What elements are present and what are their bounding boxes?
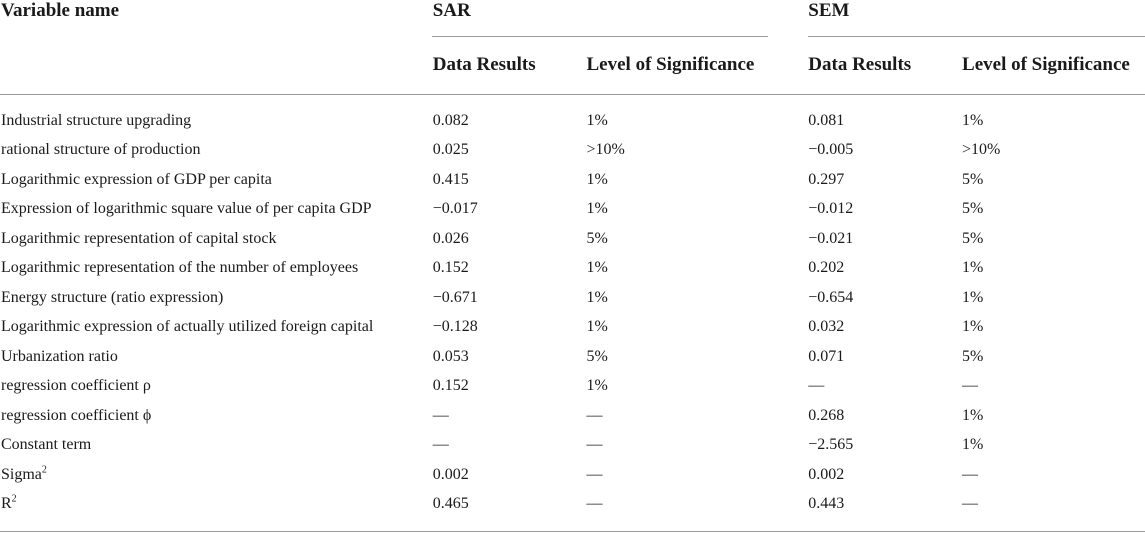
row-sar-significance: 1% xyxy=(586,377,608,395)
row-sar-significance: — xyxy=(586,406,603,424)
row-sem-significance: 1% xyxy=(962,406,984,424)
row-sar-data-result: 0.053 xyxy=(432,347,469,365)
table-bottom-rule xyxy=(0,531,1145,532)
row-sem-significance: — xyxy=(962,465,979,483)
table-row xyxy=(0,94,1145,136)
row-sar-significance: — xyxy=(586,495,603,513)
row-sar-data-result: −0.671 xyxy=(432,288,478,306)
row-sar-significance: 1% xyxy=(586,288,608,306)
row-variable-name: Expression of logarithmic square value of per capita GDP xyxy=(1,200,372,218)
table-row xyxy=(0,431,1145,461)
row-sar-data-result: 0.026 xyxy=(432,229,469,247)
row-variable-name: regression coefficient ϕ xyxy=(1,406,152,424)
row-sar-significance: 1% xyxy=(586,200,608,218)
header-row-groups xyxy=(0,0,1145,36)
row-sar-data-result: 0.415 xyxy=(432,170,469,188)
row-variable-name: Logarithmic representation of the number of employees xyxy=(1,259,359,277)
row-variable-name: Logarithmic expression of actually utilized foreign capital xyxy=(1,318,374,336)
row-sem-data-result: 0.032 xyxy=(808,318,845,336)
row-sem-significance: 5% xyxy=(962,229,984,247)
header-sar-data-results: Data Results xyxy=(432,54,536,75)
row-sem-data-result: — xyxy=(808,377,825,395)
row-sem-significance: 1% xyxy=(962,436,984,454)
row-sem-data-result: −0.021 xyxy=(808,229,854,247)
row-sar-data-result: 0.465 xyxy=(432,495,469,513)
row-sar-significance: 1% xyxy=(586,318,608,336)
row-sem-data-result: 0.002 xyxy=(808,465,845,483)
row-variable-name: Energy structure (ratio expression) xyxy=(1,288,224,306)
row-sem-significance: 5% xyxy=(962,170,984,188)
row-sem-data-result: 0.297 xyxy=(808,170,845,188)
row-sem-significance: — xyxy=(962,377,979,395)
table-row xyxy=(0,460,1145,490)
table-row xyxy=(0,490,1145,520)
row-sem-significance: — xyxy=(962,495,979,513)
row-variable-name: rational structure of production xyxy=(1,141,201,159)
row-sar-data-result: 0.025 xyxy=(432,141,469,159)
row-sem-data-result: 0.081 xyxy=(808,111,845,129)
table-row xyxy=(0,254,1145,284)
row-sar-data-result: 0.152 xyxy=(432,377,469,395)
row-sem-data-result: −0.654 xyxy=(808,288,854,306)
row-sar-data-result: 0.002 xyxy=(432,465,469,483)
table-row xyxy=(0,372,1145,402)
row-sar-significance: — xyxy=(586,465,603,483)
row-variable-name: Sigma$^2$ xyxy=(1,464,47,483)
header-empty xyxy=(0,36,433,94)
table-row xyxy=(0,342,1145,372)
row-variable-name: Logarithmic representation of capital stock xyxy=(1,229,277,247)
row-sem-data-result: 0.443 xyxy=(808,495,845,513)
row-sar-significance: 1% xyxy=(586,259,608,277)
row-sem-significance: >10% xyxy=(962,141,1001,159)
row-sem-significance: 1% xyxy=(962,288,984,306)
row-sar-data-result: −0.128 xyxy=(432,318,478,336)
header-sem-data-results: Data Results xyxy=(808,54,912,75)
row-sar-significance: 1% xyxy=(586,170,608,188)
superscript: 2 xyxy=(11,493,17,505)
row-variable-name: Logarithmic expression of GDP per capita xyxy=(1,170,272,188)
table-row xyxy=(0,401,1145,431)
row-sar-significance: 1% xyxy=(586,111,608,129)
row-variable-name: regression coefficient ρ xyxy=(1,377,151,395)
row-sem-data-result: 0.071 xyxy=(808,347,845,365)
table-row xyxy=(0,224,1145,254)
header-group-sar: SAR xyxy=(432,0,471,21)
table-row xyxy=(0,136,1145,166)
superscript: 2 xyxy=(41,464,47,476)
header-sem-significance: Level of Significance xyxy=(962,54,1130,75)
row-sem-data-result: −0.012 xyxy=(808,200,854,218)
row-variable-name: $R^2$ xyxy=(1,493,17,513)
row-sar-significance: >10% xyxy=(586,141,625,159)
row-sar-data-result: — xyxy=(432,436,449,454)
row-sem-significance: 1% xyxy=(962,318,984,336)
table-row xyxy=(0,283,1145,313)
header-variable-name: Variable name xyxy=(1,0,120,21)
row-sem-data-result: −0.005 xyxy=(808,141,854,159)
row-sem-significance: 1% xyxy=(962,259,984,277)
row-sar-data-result: 0.152 xyxy=(432,259,469,277)
row-variable-name: Urbanization ratio xyxy=(1,347,118,365)
table-row xyxy=(0,165,1145,195)
header-group-sem: SEM xyxy=(808,0,850,21)
row-sem-significance: 5% xyxy=(962,347,984,365)
row-sar-significance: 5% xyxy=(586,347,608,365)
row-sar-significance: 5% xyxy=(586,229,608,247)
header-sar-significance: Level of Significance xyxy=(586,54,755,75)
row-sem-data-result: −2.565 xyxy=(808,436,854,454)
row-sem-data-result: 0.202 xyxy=(808,259,845,277)
row-variable-name: Industrial structure upgrading xyxy=(1,111,192,129)
table-row xyxy=(0,195,1145,225)
table-body xyxy=(0,94,1145,519)
row-sem-data-result: 0.268 xyxy=(808,406,845,424)
row-sem-significance: 5% xyxy=(962,200,984,218)
row-sar-data-result: −0.017 xyxy=(432,200,478,218)
row-variable-name: Constant term xyxy=(1,436,92,454)
table-row xyxy=(0,313,1145,343)
row-sar-data-result: 0.082 xyxy=(432,111,469,129)
row-sar-significance: — xyxy=(586,436,603,454)
header-row-columns xyxy=(0,36,1145,94)
row-sar-data-result: — xyxy=(432,406,449,424)
row-sem-significance: 1% xyxy=(962,111,984,129)
